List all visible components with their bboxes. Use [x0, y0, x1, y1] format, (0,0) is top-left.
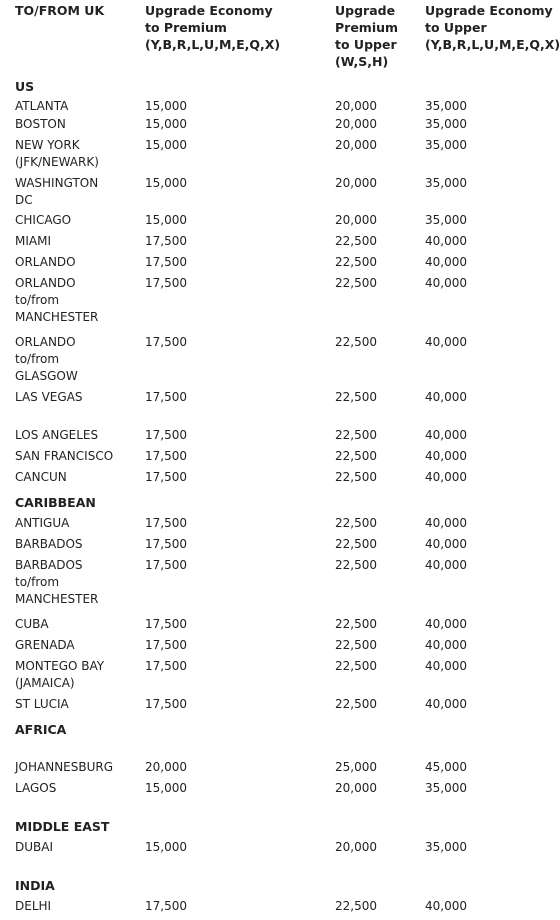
economy-to-upper-cell: 40,000: [425, 516, 467, 530]
economy-to-upper-cell: 35,000: [425, 138, 467, 152]
economy-to-premium-cell: 15,000: [145, 117, 187, 131]
premium-to-upper-cell: 22,500: [335, 617, 377, 631]
economy-to-premium-cell: 15,000: [145, 99, 187, 113]
destination-cell: GRENADA: [15, 638, 75, 652]
destination-cell: CANCUN: [15, 470, 67, 484]
premium-to-upper-cell: 20,000: [335, 213, 377, 227]
premium-to-upper-cell: 22,500: [335, 659, 377, 673]
economy-to-upper-cell: 40,000: [425, 899, 467, 913]
economy-to-upper-cell: 40,000: [425, 234, 467, 248]
economy-to-premium-cell: 17,500: [145, 390, 187, 404]
economy-to-premium-cell: 17,500: [145, 255, 187, 269]
premium-to-upper-cell: 22,500: [335, 276, 377, 290]
premium-to-upper-cell: 20,000: [335, 138, 377, 152]
economy-to-premium-cell: 15,000: [145, 176, 187, 190]
economy-to-premium-cell: 20,000: [145, 760, 187, 774]
destination-cell: ORLANDO to/from MANCHESTER: [15, 276, 99, 324]
destination-cell: ST LUCIA: [15, 697, 69, 711]
economy-to-premium-cell: 17,500: [145, 449, 187, 463]
economy-to-upper-cell: 40,000: [425, 638, 467, 652]
section-heading: INDIA: [15, 878, 55, 893]
premium-to-upper-cell: 22,500: [335, 537, 377, 551]
economy-to-premium-cell: 17,500: [145, 638, 187, 652]
economy-to-premium-cell: 17,500: [145, 234, 187, 248]
premium-to-upper-cell: 22,500: [335, 428, 377, 442]
economy-to-upper-cell: 40,000: [425, 276, 467, 290]
section-heading: CARIBBEAN: [15, 495, 96, 510]
economy-to-premium-cell: 17,500: [145, 276, 187, 290]
economy-to-upper-cell: 35,000: [425, 213, 467, 227]
economy-to-premium-cell: 15,000: [145, 213, 187, 227]
premium-to-upper-cell: 22,500: [335, 638, 377, 652]
premium-to-upper-cell: 20,000: [335, 117, 377, 131]
destination-cell: CHICAGO: [15, 213, 72, 227]
header-economy-to-premium: Upgrade Economy to Premium (Y,B,R,L,U,M,E,Q,X): [145, 3, 281, 52]
economy-to-upper-cell: 35,000: [425, 99, 467, 113]
premium-to-upper-cell: 22,500: [335, 697, 377, 711]
economy-to-premium-cell: 17,500: [145, 558, 187, 572]
economy-to-upper-cell: 40,000: [425, 617, 467, 631]
economy-to-upper-cell: 40,000: [425, 428, 467, 442]
premium-to-upper-cell: 22,500: [335, 255, 377, 269]
destination-cell: LAS VEGAS: [15, 390, 83, 404]
economy-to-upper-cell: 40,000: [425, 537, 467, 551]
economy-to-upper-cell: 35,000: [425, 117, 467, 131]
destination-cell: MONTEGO BAY (JAMAICA): [15, 659, 105, 690]
economy-to-upper-cell: 45,000: [425, 760, 467, 774]
economy-to-premium-cell: 15,000: [145, 840, 187, 854]
economy-to-premium-cell: 17,500: [145, 899, 187, 913]
economy-to-premium-cell: 15,000: [145, 781, 187, 795]
economy-to-upper-cell: 35,000: [425, 840, 467, 854]
premium-to-upper-cell: 22,500: [335, 899, 377, 913]
destination-cell: ORLANDO to/from GLASGOW: [15, 335, 78, 383]
economy-to-upper-cell: 35,000: [425, 781, 467, 795]
economy-to-upper-cell: 40,000: [425, 390, 467, 404]
economy-to-premium-cell: 17,500: [145, 697, 187, 711]
premium-to-upper-cell: 20,000: [335, 840, 377, 854]
economy-to-upper-cell: 40,000: [425, 335, 467, 349]
economy-to-premium-cell: 17,500: [145, 335, 187, 349]
premium-to-upper-cell: 22,500: [335, 516, 377, 530]
destination-cell: ANTIGUA: [15, 516, 70, 530]
economy-to-upper-cell: 40,000: [425, 697, 467, 711]
header-premium-to-upper: Upgrade Premium to Upper (W,S,H): [335, 3, 399, 69]
section-heading: AFRICA: [15, 722, 67, 737]
destination-cell: BARBADOS to/from MANCHESTER: [15, 558, 99, 606]
premium-to-upper-cell: 22,500: [335, 449, 377, 463]
destination-cell: MIAMI: [15, 234, 51, 248]
economy-to-premium-cell: 17,500: [145, 428, 187, 442]
economy-to-upper-cell: 40,000: [425, 255, 467, 269]
destination-cell: BOSTON: [15, 117, 66, 131]
economy-to-premium-cell: 17,500: [145, 537, 187, 551]
premium-to-upper-cell: 22,500: [335, 470, 377, 484]
header-economy-to-upper: Upgrade Economy to Upper (Y,B,R,L,U,M,E,Q,X): [425, 3, 560, 52]
economy-to-premium-cell: 17,500: [145, 617, 187, 631]
destination-cell: DUBAI: [15, 840, 54, 854]
destination-cell: LOS ANGELES: [15, 428, 99, 442]
destination-cell: DELHI: [15, 899, 52, 913]
destination-cell: SAN FRANCISCO: [15, 449, 114, 463]
destination-cell: ORLANDO: [15, 255, 76, 269]
economy-to-premium-cell: 17,500: [145, 659, 187, 673]
economy-to-premium-cell: 17,500: [145, 470, 187, 484]
premium-to-upper-cell: 20,000: [335, 176, 377, 190]
destination-cell: LAGOS: [15, 781, 57, 795]
economy-to-premium-cell: 17,500: [145, 516, 187, 530]
economy-to-upper-cell: 40,000: [425, 449, 467, 463]
section-heading: US: [15, 79, 35, 94]
destination-cell: WASHINGTON DC: [15, 176, 99, 207]
premium-to-upper-cell: 22,500: [335, 335, 377, 349]
destination-cell: JOHANNESBURG: [15, 760, 114, 774]
destination-cell: CUBA: [15, 617, 49, 631]
economy-to-upper-cell: 40,000: [425, 659, 467, 673]
section-heading: MIDDLE EAST: [15, 819, 110, 834]
premium-to-upper-cell: 22,500: [335, 234, 377, 248]
destination-cell: NEW YORK (JFK/NEWARK): [15, 138, 99, 169]
economy-to-upper-cell: 40,000: [425, 470, 467, 484]
economy-to-upper-cell: 40,000: [425, 558, 467, 572]
premium-to-upper-cell: 20,000: [335, 781, 377, 795]
premium-to-upper-cell: 22,500: [335, 390, 377, 404]
premium-to-upper-cell: 25,000: [335, 760, 377, 774]
header-destination: TO/FROM UK: [15, 3, 105, 18]
destination-cell: BARBADOS: [15, 537, 83, 551]
economy-to-upper-cell: 35,000: [425, 176, 467, 190]
economy-to-premium-cell: 15,000: [145, 138, 187, 152]
premium-to-upper-cell: 22,500: [335, 558, 377, 572]
premium-to-upper-cell: 20,000: [335, 99, 377, 113]
destination-cell: ATLANTA: [15, 99, 69, 113]
